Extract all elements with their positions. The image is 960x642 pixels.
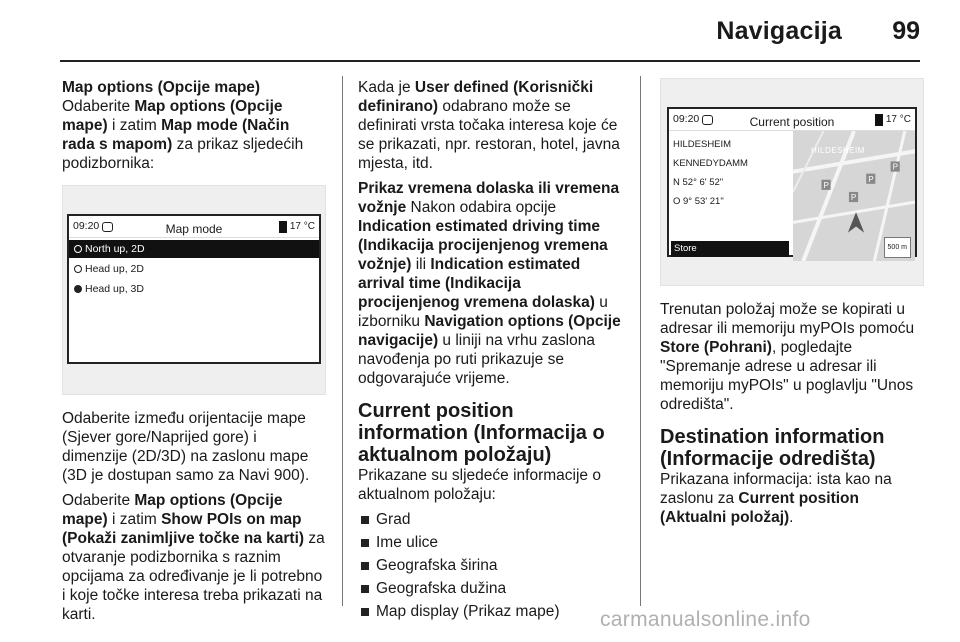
figure-map-mode xyxy=(62,185,326,395)
screen-title: Map mode xyxy=(165,222,223,236)
position-line: O 9° 53' 21" xyxy=(673,196,724,207)
radio-icon xyxy=(74,245,82,253)
screen-temperature: 17 °C xyxy=(279,217,315,236)
watermark: carmanualsonline.info xyxy=(600,608,811,631)
radio-icon xyxy=(74,285,82,293)
current-position-body xyxy=(669,131,915,261)
column-divider xyxy=(640,76,641,606)
list-item: Geografska širina xyxy=(358,556,626,575)
list-item: Grad xyxy=(358,510,626,529)
svg-text:P: P xyxy=(823,180,829,190)
paragraph-user-defined: Kada je User defined (Korisnički definirano) odabrano može se definirati vrsta točaka interesa koje će se prikazati, npr. restoran, hotel, javna mjesta, itd. xyxy=(358,79,620,172)
map-mode-option[interactable]: North up, 2D xyxy=(69,240,319,258)
store-button[interactable]: Store xyxy=(671,241,789,257)
list-item: Geografska dužina xyxy=(358,579,626,598)
svg-text:P: P xyxy=(892,162,899,172)
paragraph-store: Trenutan položaj može se kopirati u adresar ili memoriju myPOIs pomoću Store (Pohrani), pogledajte "Spremanje adrese u adresar ili memoriju myPOIs" u poglavlju "Unos odredišta". xyxy=(660,301,915,413)
position-line: N 52° 6' 52" xyxy=(673,177,724,188)
chapter-title: Navigacija xyxy=(716,17,842,45)
column-3 xyxy=(660,78,924,533)
header-rule xyxy=(60,60,920,62)
screen-status-bar xyxy=(669,109,915,131)
map-mode-option[interactable]: Head up, 2D xyxy=(69,260,319,278)
map-mode-screen xyxy=(67,214,321,364)
radio-icon xyxy=(74,265,82,273)
svg-text:P: P xyxy=(868,174,874,184)
paragraph-orientation: Odaberite između orijentacije mape (Sjever gore/Naprijed gore) i dimenzije (2D/3D) na zaslonu mape (3D je dostupan samo za Navi 900). xyxy=(62,410,310,484)
paragraph-map-options: Map options (Opcije mape) Odaberite Map options (Opcije mape) i zatim Map mode (Način rada s mapom) za prikaz sljedećih podizbornika: xyxy=(62,79,304,172)
page-header xyxy=(0,0,960,62)
map-scale: 500 m xyxy=(884,237,911,258)
map-mode-options xyxy=(69,240,319,298)
column-divider xyxy=(342,76,343,606)
map-mode-option[interactable]: Head up, 3D xyxy=(69,280,319,298)
list-item: Ime ulice xyxy=(358,533,626,552)
screen-status-bar xyxy=(69,216,319,238)
map-city-label: HILDESHEIM xyxy=(811,146,865,155)
current-position-screen xyxy=(667,107,917,257)
heading-current-position: Current position information (Informacija o aktualnom položaju) xyxy=(358,400,605,466)
position-line: HILDESHEIM xyxy=(673,139,732,150)
screen-time: 09:20 xyxy=(73,220,100,232)
paragraph-show-pois: Odaberite Map options (Opcije mape) i zatim Show POIs on map (Pokaži zanimljive točke na karti) za otvaranje podizbornika s raznim opcijama za određivanje je li potrebno i koje točke interesa treba prikazati na karti. xyxy=(62,492,325,623)
screen-time: 09:20 xyxy=(673,113,700,125)
list-item: Map display (Prikaz mape) xyxy=(358,602,626,621)
map-display xyxy=(793,131,915,261)
position-details xyxy=(669,131,793,261)
page-number: 99 xyxy=(892,17,920,45)
column-2 xyxy=(358,78,626,625)
figure-current-position xyxy=(660,78,924,286)
svg-text:P: P xyxy=(850,193,857,203)
current-position-list xyxy=(358,510,626,621)
heading-destination: Destination information (Informacije odredišta) xyxy=(660,426,885,470)
column-1 xyxy=(62,78,326,630)
paragraph-arrival-time: Prikaz vremena dolaska ili vremena vožnje Nakon odabira opcije Indication estimated driving time (Indikacija procijenjenog vremena vožnje) ili Indication estimated arrival time (Indikacija procijenjenog vremena dolaska) u izborniku Navigation options (Opcije navigacije) u liniji na vrhu zaslona navođenja po ruti prikazuje se odgovarajuće vrijeme. xyxy=(358,180,621,387)
screen-temperature: 17 °C xyxy=(875,110,911,129)
paragraph-destination: Prikazana informacija: ista kao na zaslonu za Current position (Aktualni položaj). xyxy=(660,471,892,526)
position-line: KENNEDYDAMM xyxy=(673,158,748,169)
paragraph-current-position-intro: Prikazane su sljedeće informacije o aktualnom položaju: xyxy=(358,467,601,503)
screen-title: Current position xyxy=(749,115,835,129)
